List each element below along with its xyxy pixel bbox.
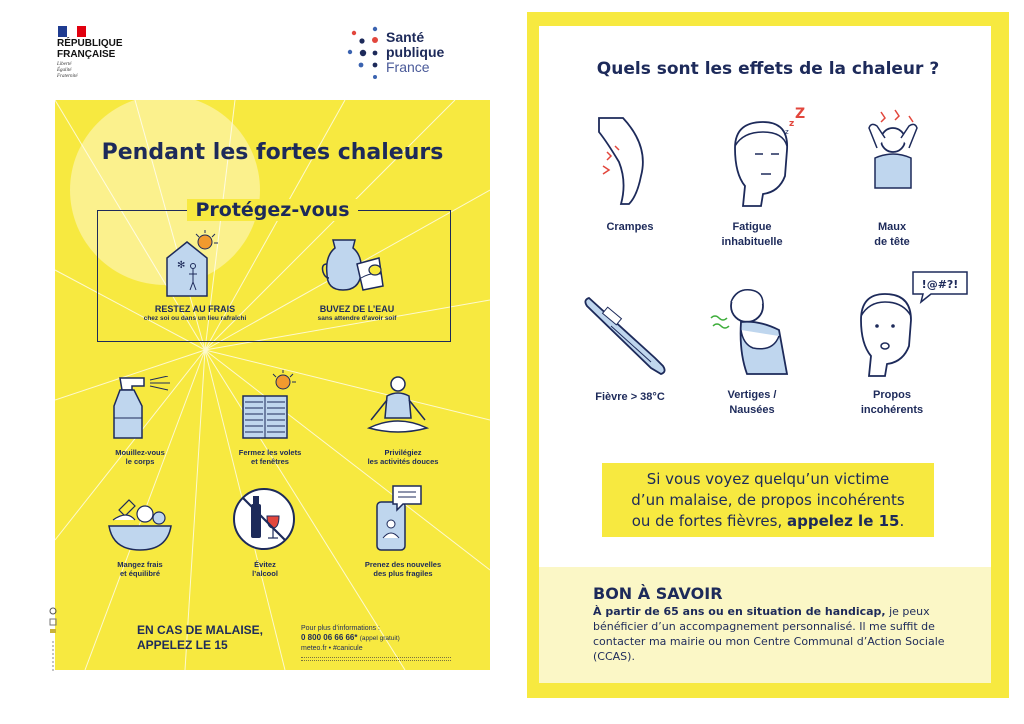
motto-egalite: Égalité — [57, 68, 72, 73]
effect-maux-tete-line1: Maux — [877, 221, 907, 233]
effect-crampes-line1: Crampes — [606, 221, 654, 233]
grid-evitez-line2: l’alcool — [252, 569, 278, 578]
effect-fatigue-line1: Fatigue — [732, 221, 772, 233]
tile-rester-frais — [115, 304, 275, 323]
republique-francaise-logo — [57, 38, 123, 60]
phone-message-icon — [373, 484, 423, 554]
left-poster — [55, 100, 490, 670]
tile-rester-frais-sub: chez soi ou dans un lieu rafraîchi — [143, 315, 247, 322]
salad-bowl-icon — [105, 496, 175, 556]
grid-privilegiez-line1: Privilégiez — [384, 448, 422, 457]
right-poster-title: Quels sont les effets de la chaleur ? — [596, 59, 940, 79]
tile-rester-frais-title: RESTEZ AU FRAIS — [154, 304, 236, 314]
republique-motto — [57, 62, 78, 80]
republique-line2: FRANÇAISE — [57, 49, 116, 60]
info-phone-note: (appel gratuit) — [359, 635, 400, 642]
grid-prenez-line2: des plus fragiles — [373, 569, 433, 578]
emergency-line1: EN CAS DE MALAISE, — [137, 623, 264, 637]
bon-a-savoir-title: BON À SAVOIR — [593, 584, 723, 603]
sante-line2: publique — [386, 44, 445, 60]
emergency-notice — [137, 623, 263, 653]
grid-mouillez-line2: le corps — [125, 457, 155, 466]
speech-bubble-icon — [911, 270, 969, 304]
confused-face-icon — [853, 286, 917, 378]
spray-bottle-icon — [110, 376, 174, 442]
speech-bubble-text: !@#?! — [921, 278, 959, 291]
protect-title-text: Protégez-vous — [187, 199, 357, 221]
headache-person-icon — [857, 108, 927, 208]
call-15-box — [602, 463, 934, 537]
sante-line3: France — [386, 59, 430, 75]
sante-publique-logo — [386, 30, 444, 75]
grid-fermez — [205, 448, 335, 466]
effect-vertiges — [687, 388, 817, 418]
effect-fatigue-line2: inhabituelle — [721, 236, 783, 248]
right-poster — [527, 12, 1009, 698]
bon-a-savoir-bold: À partir de 65 ans ou en situation de handicap, — [593, 605, 886, 618]
info-line3: meteo.fr • #canicule — [301, 645, 363, 652]
effect-fatigue — [687, 220, 817, 250]
grid-fermez-line2: et fenêtres — [251, 457, 289, 466]
recycling-marks-icon — [48, 605, 58, 675]
svg-text:z: z — [785, 128, 789, 136]
emergency-line2: APPELEZ LE 15 — [137, 638, 228, 652]
left-header — [0, 0, 512, 100]
grid-mangez-line1: Mangez frais — [117, 560, 163, 569]
info-phone: 0 800 06 66 66* — [301, 633, 358, 642]
effect-propos — [827, 388, 957, 418]
bon-a-savoir-text — [593, 604, 973, 664]
svg-text:z: z — [789, 119, 795, 129]
grid-privilegiez — [333, 448, 473, 466]
info-line1: Pour plus d’informations : — [301, 625, 380, 632]
fineprint — [301, 657, 451, 661]
grid-privilegiez-line2: les activités douces — [367, 457, 439, 466]
call-line3-pre: ou de fortes fièvres, — [631, 512, 783, 530]
grid-mangez-line2: et équilibré — [119, 569, 160, 578]
grid-mangez — [75, 560, 205, 578]
effect-vertiges-line1: Vertiges / — [727, 389, 777, 401]
call-line2: d’un malaise, de propos incohérents — [631, 491, 905, 509]
left-poster-title: Pendant les fortes chaleurs — [101, 140, 444, 165]
effect-fievre-line1: Fièvre > 38°C — [595, 391, 665, 403]
tile-buvez-eau-title: BUVEZ DE L’EAU — [319, 304, 395, 314]
call-line3 — [602, 511, 934, 532]
meditation-person-icon — [363, 374, 433, 438]
no-alcohol-icon — [231, 486, 297, 552]
leg-cramp-icon — [593, 112, 655, 208]
info-phone-row — [301, 633, 400, 644]
sante-line1: Santé — [386, 29, 425, 45]
tile-buvez-eau-sub: sans attendre d’avoir soif — [317, 315, 397, 322]
call-line1: Si vous voyez quelqu’un victime — [646, 470, 890, 488]
grid-evitez — [205, 560, 325, 578]
effect-propos-line1: Propos — [873, 389, 911, 401]
thermometer-icon — [581, 296, 673, 376]
motto-liberte: Liberté — [57, 62, 72, 67]
effect-fievre — [565, 390, 695, 405]
grid-mouillez — [75, 448, 205, 466]
grid-fermez-line1: Fermez les volets — [238, 448, 302, 457]
house-sun-icon — [163, 228, 223, 300]
grid-evitez-line1: Évitez — [254, 560, 276, 569]
republique-flag-icon — [58, 26, 86, 37]
effect-maux-tete — [827, 220, 957, 250]
info-block — [301, 624, 400, 653]
republique-line1: RÉPUBLIQUE — [57, 38, 123, 49]
effect-crampes — [565, 220, 695, 235]
call-line3-bold: appelez le 15 — [787, 512, 900, 530]
grid-prenez — [333, 560, 473, 578]
effect-maux-tete-line2: de tête — [874, 236, 910, 248]
shutters-sun-icon — [239, 370, 301, 442]
effect-vertiges-line2: Nausées — [729, 404, 775, 416]
motto-fraternite: Fraternité — [57, 74, 78, 79]
zzz-large: Z — [795, 106, 806, 122]
grid-prenez-line1: Prenez des nouvelles — [364, 560, 442, 569]
dizzy-nauseous-icon — [707, 282, 807, 378]
bon-a-savoir-rest: je peux bénéficier d’un accompagnement personnalisé. Il me suffit de contacter ma mairie ou mon Centre Communal d’Action Sociale (CCAS). — [593, 605, 945, 663]
protect-title — [55, 198, 490, 222]
tile-buvez-eau — [277, 304, 437, 323]
svg-text:✻: ✻ — [177, 260, 186, 271]
tired-face-icon — [723, 102, 815, 210]
effect-propos-line2: incohérents — [860, 404, 924, 416]
grid-mouillez-line1: Mouillez-vous — [115, 448, 165, 457]
water-carafe-icon — [321, 234, 391, 298]
call-line3-end: . — [899, 512, 905, 530]
